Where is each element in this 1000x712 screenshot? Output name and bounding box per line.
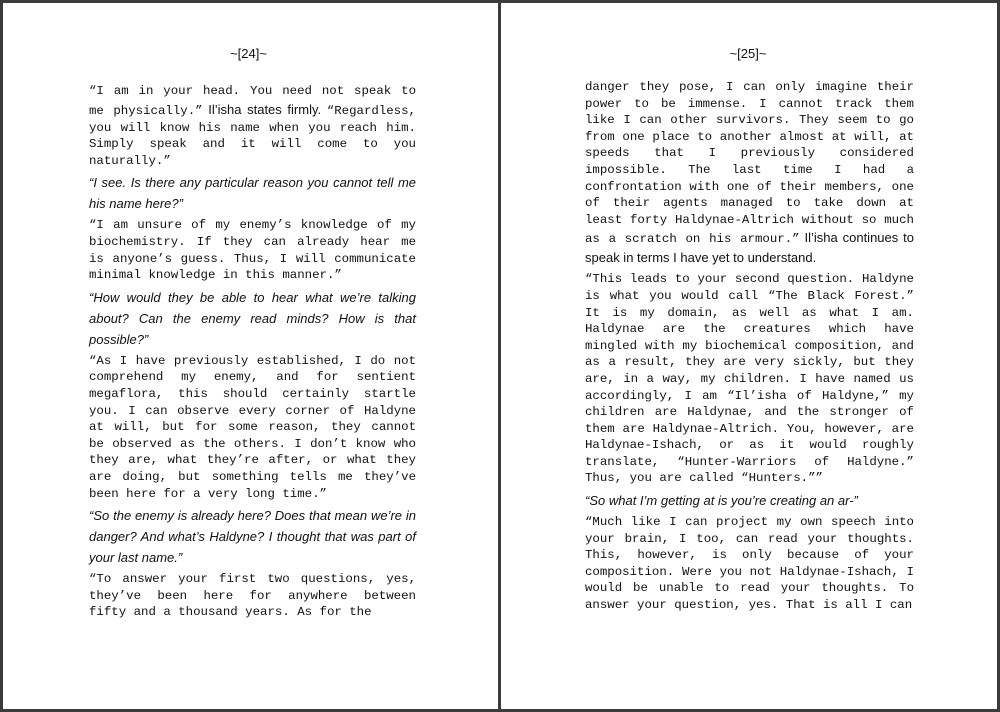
- speech-paragraph: [89, 83, 416, 169]
- thought-paragraph: “I see. Is there any particular reason you cannot tell me his name here?”: [89, 175, 416, 212]
- narration-text: Il’isha states firmly.: [202, 101, 327, 117]
- speech-paragraph: “To answer your first two questions, yes, they’ve been here for anywhere between fifty and a thousand years. As for the: [89, 572, 416, 620]
- speech-paragraph: [585, 79, 914, 268]
- thought-paragraph: “So what I’m getting at is you’re creating an ar-”: [585, 493, 858, 509]
- thought-paragraph: “How would they be able to hear what we’re talking about? Can the enemy read minds? How is that possible?”: [89, 289, 416, 347]
- speech-paragraph: “As I have previously established, I do not comprehend my enemy, and for sentient megaflora, this should certainly startle you. I can observe every corner of Haldyne at will, but for some reason, they cannot be observed as the others. I don’t know who they are, what they’re after, or what they are doing, but something tells me they’ve been here for a very long time.”: [89, 353, 416, 501]
- left-page: [3, 3, 498, 709]
- speech-text: danger they pose, I can only imagine their power to be immense. I cannot track them like I can other survivors. They seem to go from one place to another almost at will, at speeds that I previously considered impossible. The last time I had a confrontation with one of their members, one of their agents managed to take down at least forty Haldynae-Altrich without so much as a scratch on his armour.”: [585, 80, 914, 247]
- speech-text: “I am in your head. You need not speak to me physically.”: [89, 84, 416, 118]
- speech-text: “Regardless, you will know his name when you reach him. Simply speak and it will come to you naturally.”: [89, 103, 416, 168]
- page-number: ~[24]~: [230, 46, 267, 61]
- speech-paragraph: “Much like I can project my own speech into your brain, I too, can read your thoughts. This, however, is only because of your composition. Were you not Haldynae-Ishach, I would be unable to read your thoughts. To answer your question, yes. That is all I can: [585, 515, 914, 613]
- right-page: [501, 3, 997, 709]
- thought-paragraph: “So the enemy is already here? Does that mean we’re in danger? And what’s Haldyne? I thought that was part of your last name.”: [89, 508, 416, 566]
- page-body: [585, 79, 914, 614]
- page-number: ~[25]~: [729, 46, 767, 61]
- speech-paragraph: “This leads to your second question. Haldyne is what you would call “The Black Forest.” It is my domain, as well as what I am. Haldynae are the creatures which have mingled with my biochemical composition, and as a result, they are very sickly, but they are, in a way, my children. I have named us accordingly, I am “Il’isha of Haldyne,” my children are Haldynae, and the stronger of them are Haldynae-Altrich. You, however, are Haldynae-Ishach, or as it would roughly translate, “Hunter-Warriors of Haldyne.” Thus, you are called “Hunters.””: [585, 272, 914, 486]
- narration-text: Il’isha continues to speak in terms I have yet to understand.: [585, 230, 914, 266]
- speech-paragraph: “I am unsure of my enemy’s knowledge of my biochemistry. If they can already hear me is anyone’s guess. Thus, I will communicate minimal knowledge in this manner.”: [89, 218, 416, 283]
- page-body: [89, 83, 416, 621]
